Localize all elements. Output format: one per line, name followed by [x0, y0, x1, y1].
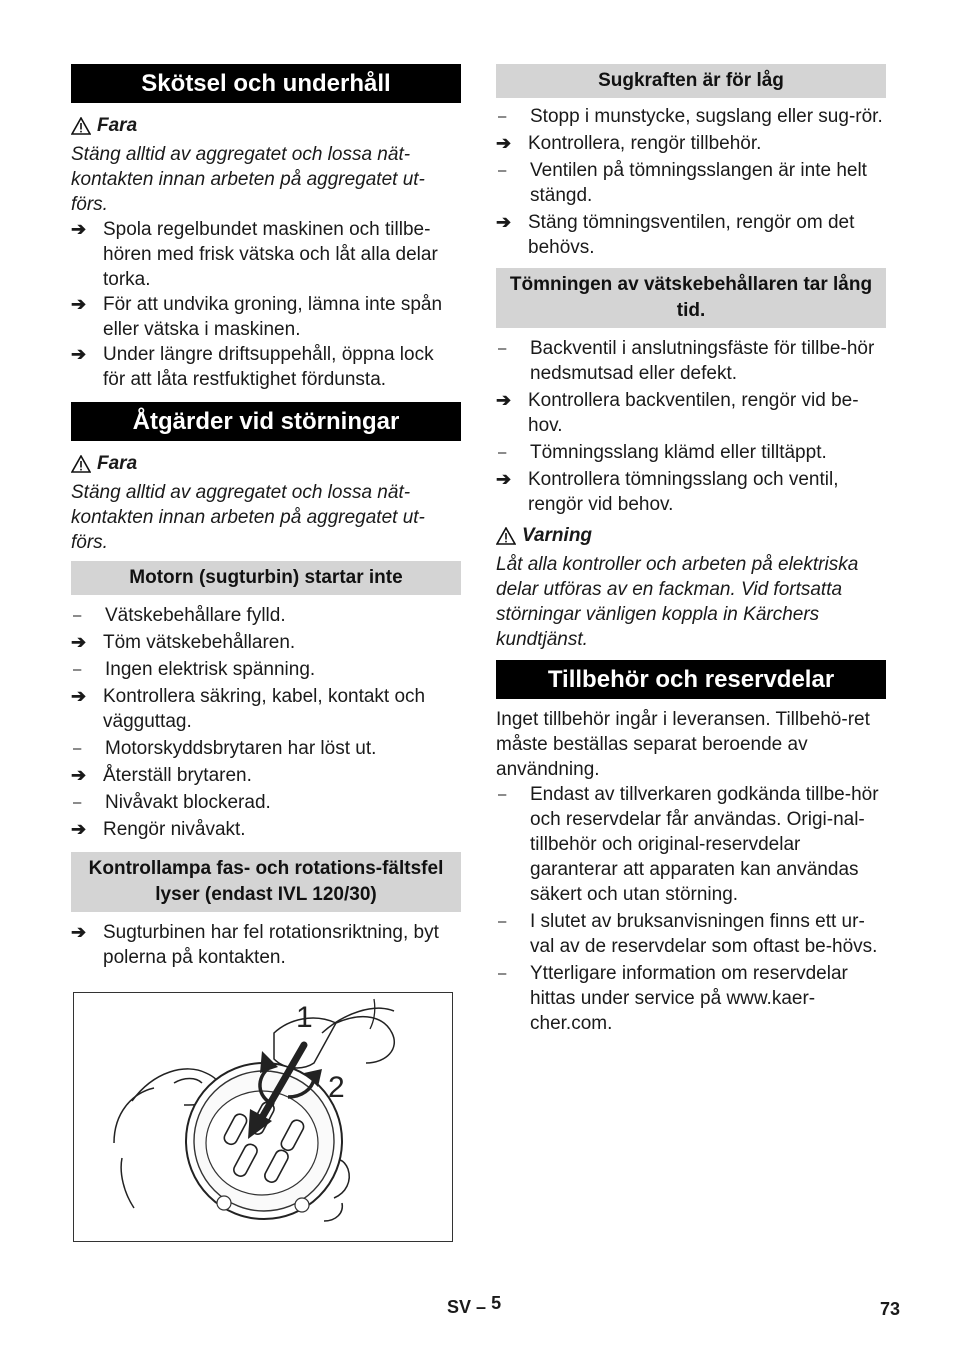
dash-marker: – — [498, 340, 507, 357]
dash-marker: – — [498, 786, 507, 803]
list-item: – Vätskebehållare fylld. — [73, 605, 286, 626]
dash-marker: – — [73, 661, 82, 678]
list-item: ➔ Töm vätskebehållaren. — [71, 632, 296, 653]
arrow-icon: ➔ — [71, 294, 87, 314]
subsection-title-suction: Sugkraften är för låg — [496, 64, 886, 98]
arrow-icon: ➔ — [496, 212, 512, 232]
dash-marker: – — [73, 740, 82, 757]
arrow-icon: ➔ — [496, 133, 512, 153]
arrow-icon: ➔ — [71, 819, 87, 839]
danger-label: Fara — [97, 115, 138, 136]
list-item: – Endast av tillverkaren godkända tillbe-hör och reservdelar får användas. Origi-nal-tillbehör och original-reservdelar garanterar att apparaten kan användas säkert och utan störning. — [498, 784, 879, 905]
arrow-icon: ➔ — [496, 469, 512, 489]
figure-label-1: 1 — [296, 1001, 313, 1034]
dash-marker: – — [498, 913, 507, 930]
list-item: ➔ Sugturbinen har fel rotationsriktning, byt polerna på kontakten. — [71, 922, 439, 968]
subsection-title-motor: Motorn (sugturbin) startar inte — [71, 561, 461, 595]
list-item: ➔ Under längre driftsuppehåll, öppna lock för att låta restfuktighet fördunsta. — [71, 344, 434, 390]
list-item: ➔ Stäng tömningsventilen, rengör om det behövs. — [496, 212, 855, 258]
section-title-accessories: Tillbehör och reservdelar — [496, 660, 886, 699]
list-item: ➔ För att undvika groning, lämna inte spån eller vätska i maskinen. — [71, 294, 443, 340]
warning-label: Varning — [522, 525, 593, 546]
subsection-title-draining: Tömningen av vätskebehållaren tar lång tid. — [496, 268, 886, 328]
danger-text: Stäng alltid av aggregatet och lossa nät-kontakten innan arbeten på aggregatet ut-förs. — [71, 144, 425, 215]
arrow-icon: ➔ — [71, 344, 87, 364]
arrow-icon: ➔ — [71, 765, 87, 785]
page-number: 73 — [880, 1299, 901, 1319]
list-item: – Ventilen på tömningsslangen är inte helt stängd. — [498, 160, 867, 206]
list-item: – Nivåvakt blockerad. — [73, 792, 271, 813]
dash-marker: – — [498, 965, 507, 982]
dash-marker: – — [498, 108, 507, 125]
arrow-icon: ➔ — [71, 632, 87, 652]
subsection-title-phase-lamp: Kontrollampa fas- och rotations-fältsfel lyser (endast IVL 120/30) — [71, 852, 461, 912]
arrow-icon: ➔ — [71, 686, 87, 706]
danger-heading — [71, 113, 461, 138]
warning-triangle-icon — [496, 527, 516, 545]
dash-marker: – — [498, 162, 507, 179]
warning-triangle-icon — [71, 455, 91, 473]
warning-heading — [496, 523, 886, 548]
list-item: – Backventil i anslutningsfäste för tillbe-hör nedsmutsad eller defekt. — [498, 338, 875, 384]
arrow-icon: ➔ — [496, 390, 512, 410]
list-item: ➔ Återställ brytaren. — [71, 765, 252, 786]
accessories-intro: Inget tillbehör ingår i leveransen. Tillbehö-ret måste beställas separat beroende av användning. — [496, 709, 870, 780]
list-item: ➔ Kontrollera backventilen, rengör vid be-hov. — [496, 390, 859, 436]
warning-triangle-icon — [71, 117, 91, 135]
list-item: – Ingen elektrisk spänning. — [73, 659, 316, 680]
list-item: ➔ Kontrollera, rengör tillbehör. — [496, 133, 762, 154]
danger-label: Fara — [97, 453, 138, 474]
list-item: ➔ Kontrollera säkring, kabel, kontakt och vägguttag. — [71, 686, 426, 732]
dash-marker: – — [73, 607, 82, 624]
list-item: ➔ Rengör nivåvakt. — [71, 819, 246, 840]
list-item: – Tömningsslang klämd eller tilltäppt. — [498, 442, 827, 463]
left-column — [71, 64, 461, 970]
arrow-icon: ➔ — [71, 922, 87, 942]
list-item: – Ytterligare information om reservdelar hittas under service på www.kaer-cher.com. — [498, 963, 848, 1034]
footer-language: SV – 5 — [447, 1293, 502, 1317]
list-item: – I slutet av bruksanvisningen finns ett ur-val av de reservdelar som oftast be-hövs. — [498, 911, 878, 957]
warning-text: Låt alla kontroller och arbeten på elektriska delar utföras av en fackman. Vid fortsatta störningar vänligen koppla in Kärchers kundtjänst. — [496, 554, 859, 650]
list-item: ➔ Kontrollera tömningsslang och ventil, rengör vid behov. — [496, 469, 839, 515]
list-item: – Motorskyddsbrytaren har löst ut. — [73, 738, 377, 759]
plug-illustration — [73, 992, 453, 1242]
dash-marker: – — [498, 444, 507, 461]
section-title-troubleshooting: Åtgärder vid störningar — [71, 402, 461, 441]
right-column — [496, 64, 886, 1036]
dash-marker: – — [73, 794, 82, 811]
danger-heading — [71, 451, 461, 476]
arrow-icon: ➔ — [71, 219, 87, 239]
list-item: ➔ Spola regelbundet maskinen och tillbe-hören med frisk vätska och låt alla delar torka. — [71, 219, 438, 290]
section-title-maintenance: Skötsel och underhåll — [71, 64, 461, 103]
figure-label-2: 2 — [328, 1071, 345, 1104]
list-item: – Stopp i munstycke, sugslang eller sug-rör. — [498, 106, 883, 127]
danger-text: Stäng alltid av aggregatet och lossa nät-kontakten innan arbeten på aggregatet ut-förs. — [71, 482, 425, 553]
